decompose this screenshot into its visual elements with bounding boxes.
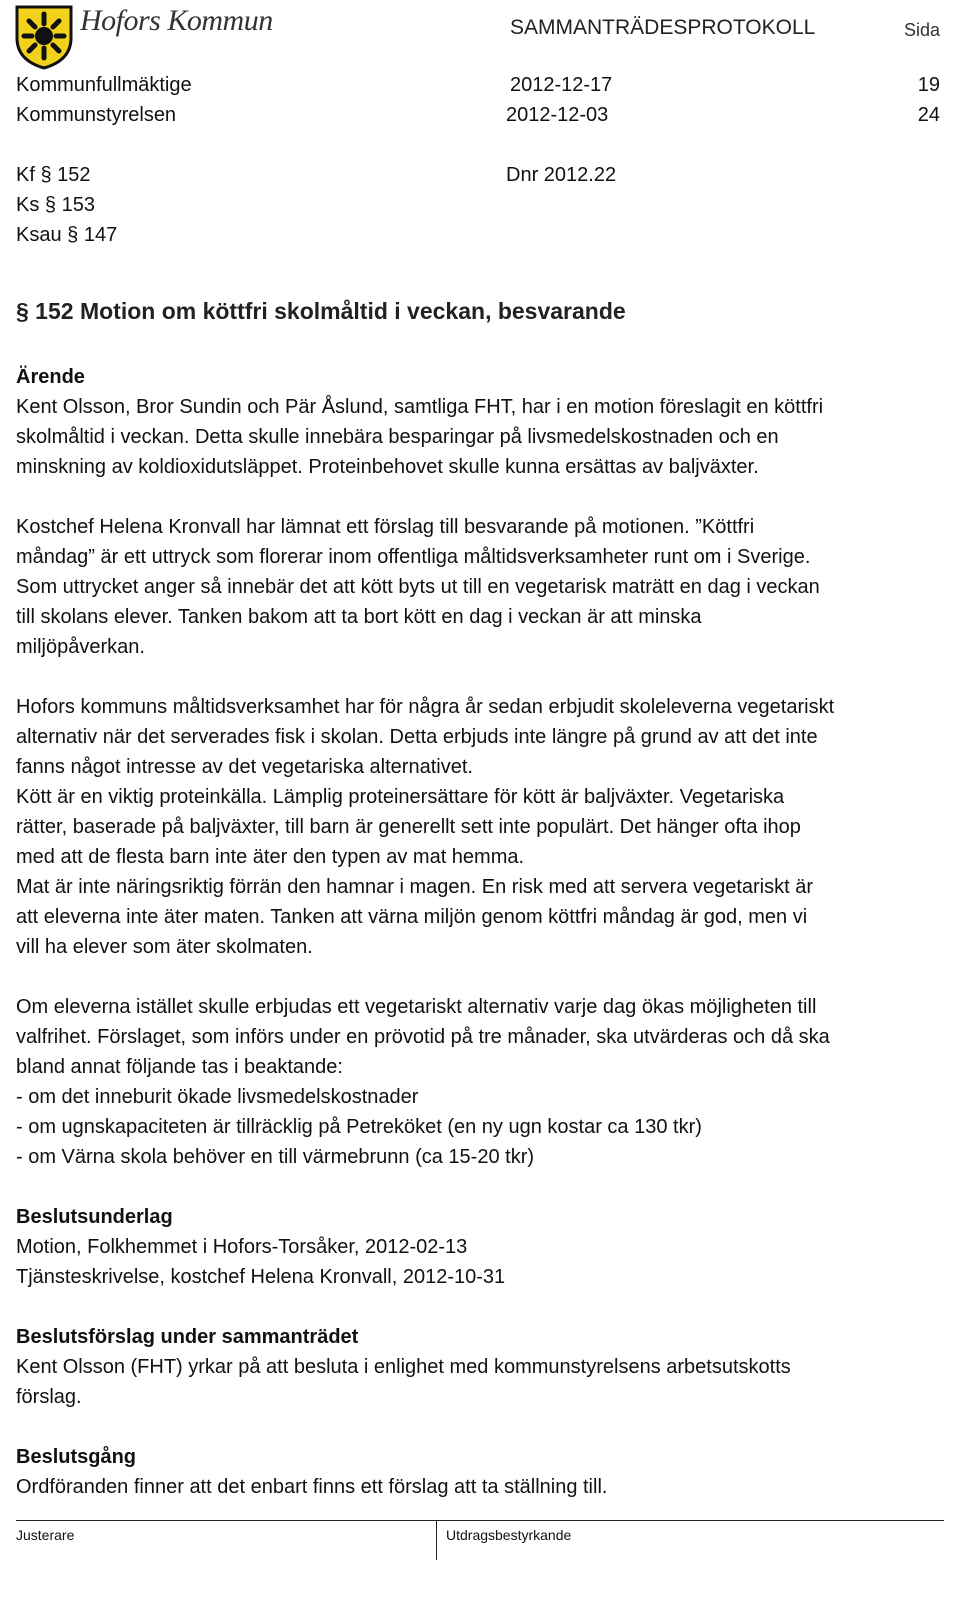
text-line: Hofors kommuns måltidsverksamhet har för några år sedan erbjudit skoleleverna vegetariskt	[16, 696, 835, 718]
meeting-date: 2012-12-17	[510, 74, 613, 96]
brand-name: Hofors Kommun	[80, 4, 273, 37]
text-line: med att de flesta barn inte äter den typen av mat hemma.	[16, 846, 525, 868]
text-line: Om eleverna istället skulle erbjudas ett vegetariskt alternativ varje dag ökas möjligheten till	[16, 996, 817, 1018]
text-line: skolmåltid i veckan. Detta skulle innebära besparingar på livsmedelskostnaden och en	[16, 426, 779, 448]
section-title: § 152 Motion om köttfri skolmåltid i veckan, besvarande	[16, 298, 626, 324]
text-line: förslag.	[16, 1386, 82, 1408]
meeting-page: 24	[917, 104, 940, 126]
reference-kf: Kf § 152	[16, 164, 91, 186]
footer-divider	[16, 1520, 944, 1521]
list-item: - om det inneburit ökade livsmedelskostnader	[16, 1086, 419, 1108]
justerare-label: Justerare	[16, 1527, 75, 1543]
meeting-body: Kommunstyrelsen	[16, 104, 177, 126]
beslutsforslag-heading: Beslutsförslag under sammanträdet	[16, 1326, 359, 1348]
meeting-body: Kommunfullmäktige	[16, 74, 192, 96]
text-line: Kent Olsson (FHT) yrkar på att besluta i enlighet med kommunstyrelsens arbetsutskotts	[16, 1356, 791, 1378]
text-line: att eleverna inte äter maten. Tanken att värna miljön genom köttfri måndag är god, men vi	[16, 906, 808, 928]
text-line: valfrihet. Förslaget, som införs under en prövotid på tre månader, ska utvärderas och då ska	[16, 1026, 830, 1048]
text-line: bland annat följande tas i beaktande:	[16, 1056, 343, 1078]
text-line: alternativ när det serverades fisk i skolan. Detta erbjuds inte längre på grund av att det inte	[16, 726, 818, 748]
hofors-coat-of-arms-logo	[14, 4, 74, 70]
text-line: Tjänsteskrivelse, kostchef Helena Kronvall, 2012-10-31	[16, 1266, 506, 1288]
text-line: Som uttrycket anger så innebär det att kött byts ut till en vegetarisk maträtt en dag i veckan	[16, 576, 820, 598]
reference-ksau: Ksau § 147	[16, 224, 118, 246]
arende-heading: Ärende	[16, 366, 85, 388]
document-title: SAMMANTRÄDESPROTOKOLL	[510, 16, 816, 39]
text-line: Kostchef Helena Kronvall har lämnat ett förslag till besvarande på motionen. ”Köttfri	[16, 516, 755, 538]
text-line: Kent Olsson, Bror Sundin och Pär Åslund, samtliga FHT, har i en motion föreslagit en köttfri	[16, 396, 824, 418]
meeting-page: 19	[917, 74, 940, 96]
page-label: Sida	[904, 20, 941, 40]
beslutsunderlag-heading: Beslutsunderlag	[16, 1206, 173, 1228]
list-item: - om Värna skola behöver en till värmebrunn (ca 15-20 tkr)	[16, 1146, 535, 1168]
text-line: miljöpåverkan.	[16, 636, 145, 658]
text-line: Motion, Folkhemmet i Hofors-Torsåker, 2012-02-13	[16, 1236, 468, 1258]
dnr-number: Dnr 2012.22	[506, 164, 617, 186]
text-line: minskning av koldioxidutsläppet. Proteinbehovet skulle kunna ersättas av baljväxter.	[16, 456, 759, 478]
text-line: fanns något intresse av det vegetariska alternativet.	[16, 756, 473, 778]
text-line: vill ha elever som äter skolmaten.	[16, 936, 313, 958]
meeting-date: 2012-12-03	[506, 104, 609, 126]
arende-section	[16, 362, 946, 1502]
text-line: måndag” är ett uttryck som florerar inom offentliga måltidsverksamheter runt om i Sverige.	[16, 546, 811, 568]
text-line: till skolans elever. Tanken bakom att ta bort kött en dag i veckan är att minska	[16, 606, 702, 628]
list-item: - om ugnskapaciteten är tillräcklig på Petreköket (en ny ugn kostar ca 130 tkr)	[16, 1116, 702, 1138]
utdragsbestyrkande-label: Utdragsbestyrkande	[446, 1527, 572, 1543]
text-line: Ordföranden finner att det enbart finns ett förslag att ta ställning till.	[16, 1476, 608, 1498]
beslutsgang-heading: Beslutsgång	[16, 1446, 137, 1468]
footer-separator	[436, 1520, 437, 1560]
text-line: Mat är inte näringsriktig förrän den hamnar i magen. En risk med att servera vegetariskt är	[16, 876, 814, 898]
text-line: rätter, baserade på baljväxter, till barn är generellt sett inte populärt. Det hänger ofta ihop	[16, 816, 801, 838]
text-line: Kött är en viktig proteinkälla. Lämplig proteinersättare för kött är baljväxter. Vegetariska	[16, 786, 785, 808]
reference-ks: Ks § 153	[16, 194, 95, 216]
